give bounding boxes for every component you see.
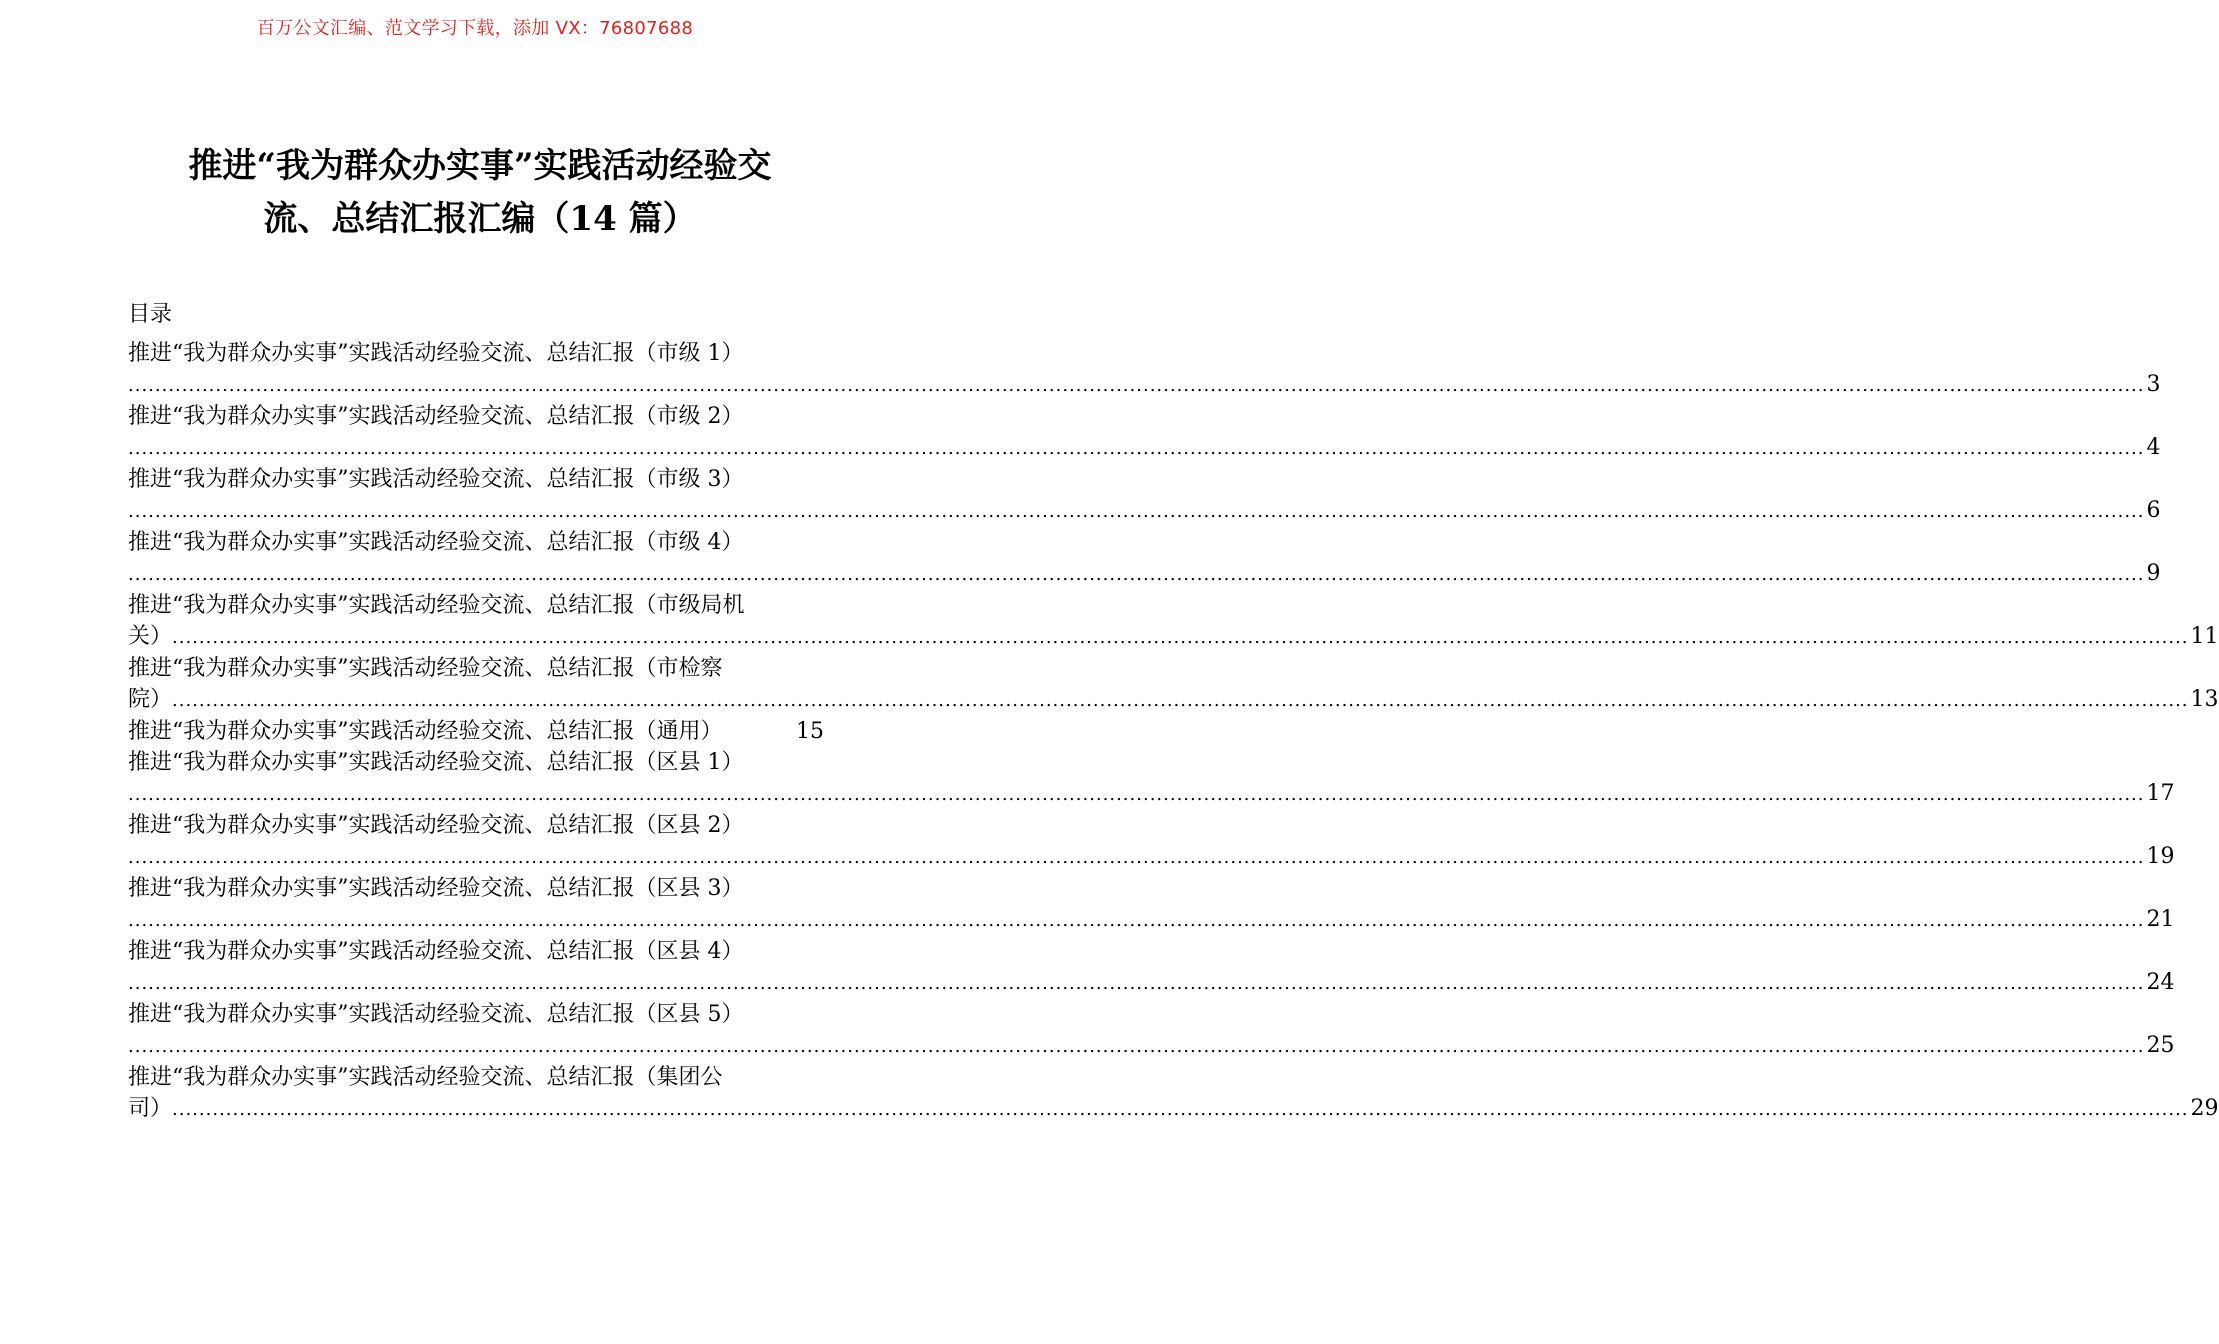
- toc-entry-title: 推进“我为群众办实事”实践活动经验交流、总结汇报（区县 2）: [128, 813, 744, 838]
- toc-dot-leader: ............................................................................................................................................................................................................................................................................................................: [128, 1036, 2145, 1057]
- toc-entry-leader-line: [128, 432, 2161, 464]
- toc-entry[interactable]: [128, 464, 2161, 527]
- toc-entry[interactable]: [128, 999, 2175, 1062]
- toc-page-number: 19: [2146, 844, 2175, 869]
- toc-page-number: 4: [2146, 435, 2161, 460]
- toc-entry-title: 推进“我为群众办实事”实践活动经验交流、总结汇报（区县 4）: [128, 939, 744, 964]
- toc-page-number: 25: [2146, 1033, 2175, 1058]
- document-title-line1: 推进“我为群众办实事”实践活动经验交: [188, 146, 772, 186]
- toc-dot-leader: ............................................................................................................................................................................................................................................................................................................: [128, 438, 2145, 459]
- toc-entry[interactable]: [128, 873, 2175, 936]
- toc-entry-line: [128, 716, 824, 747]
- toc-entry-leader-line: [128, 1030, 2175, 1062]
- toc-entry[interactable]: [128, 401, 2161, 464]
- toc-entry-title: 推进“我为群众办实事”实践活动经验交流、总结汇报（市检察: [128, 656, 723, 681]
- toc-page-number: 9: [2146, 561, 2161, 586]
- toc-page-number: 6: [2146, 498, 2161, 523]
- toc-dot-leader: ............................................................................................................................................................................................................................................................................................................: [128, 375, 2145, 396]
- toc-page-number: 21: [2146, 907, 2175, 932]
- toc-page-number: 11: [2190, 624, 2219, 649]
- toc-entry-title: 推进“我为群众办实事”实践活动经验交流、总结汇报（通用）: [128, 719, 723, 744]
- document-title-line2: 流、总结汇报汇编（14 篇）: [263, 199, 697, 239]
- toc-entry-title: 推进“我为群众办实事”实践活动经验交流、总结汇报（区县 5）: [128, 1002, 744, 1027]
- toc-dot-leader: ............................................................................................................................................................................................................................................................................................................: [172, 690, 2189, 711]
- toc-entry-title: 推进“我为群众办实事”实践活动经验交流、总结汇报（区县 3）: [128, 876, 744, 901]
- toc-entry-title-continuation: 司）: [128, 1096, 173, 1121]
- toc-entry-leader-line: [128, 369, 2161, 401]
- toc-dot-leader: ............................................................................................................................................................................................................................................................................................................: [128, 501, 2145, 522]
- toc-dot-leader: ............................................................................................................................................................................................................................................................................................................: [128, 910, 2145, 931]
- toc-entry-leader-line: [128, 904, 2175, 936]
- toc-entry[interactable]: [128, 527, 2161, 590]
- toc-entry[interactable]: [128, 653, 2219, 716]
- toc-entry-title: 推进“我为群众办实事”实践活动经验交流、总结汇报（区县 1）: [128, 750, 744, 775]
- toc-entry-leader-line: [128, 841, 2175, 873]
- toc-entry-title-continuation: 院）: [128, 687, 173, 712]
- header-watermark-note: 百万公文汇编、范文学习下载，添加 VX：76807688: [256, 18, 694, 39]
- toc-entry-leader-line: [128, 621, 2219, 653]
- toc-page-number: 17: [2146, 781, 2175, 806]
- toc-entry-title: 推进“我为群众办实事”实践活动经验交流、总结汇报（集团公: [128, 1065, 723, 1090]
- toc-dot-leader: ............................................................................................................................................................................................................................................................................................................: [128, 784, 2145, 805]
- document-title: [150, 140, 810, 246]
- toc-entry-leader-line: [128, 1093, 2219, 1125]
- toc-entry-title: 推进“我为群众办实事”实践活动经验交流、总结汇报（市级 2）: [128, 404, 744, 429]
- toc-entry-leader-line: [128, 967, 2175, 999]
- toc-entry[interactable]: [128, 1062, 2219, 1125]
- toc-entry[interactable]: [128, 716, 824, 747]
- toc-page-number: 15: [796, 719, 824, 744]
- toc-page-number: 13: [2190, 687, 2219, 712]
- toc-entry-title: 推进“我为群众办实事”实践活动经验交流、总结汇报（市级 4）: [128, 530, 744, 555]
- toc-entry-title-continuation: 关）: [128, 624, 173, 649]
- toc-entry[interactable]: [128, 936, 2175, 999]
- toc-entry[interactable]: [128, 338, 2161, 401]
- toc-entry-title: 推进“我为群众办实事”实践活动经验交流、总结汇报（市级 1）: [128, 341, 744, 366]
- toc-entry[interactable]: [128, 747, 2175, 810]
- toc-entry-leader-line: [128, 495, 2161, 527]
- toc-dot-leader: ............................................................................................................................................................................................................................................................................................................: [172, 1099, 2189, 1120]
- toc-heading: 目录: [128, 302, 173, 327]
- toc-entry-leader-line: [128, 778, 2175, 810]
- toc-page-number: 29: [2190, 1096, 2219, 1121]
- toc-dot-leader: ............................................................................................................................................................................................................................................................................................................: [128, 973, 2145, 994]
- toc-dot-leader: ............................................................................................................................................................................................................................................................................................................: [172, 627, 2189, 648]
- toc-page-number: 24: [2146, 970, 2175, 995]
- toc-page-number: 3: [2146, 372, 2161, 397]
- toc-dot-leader: ............................................................................................................................................................................................................................................................................................................: [128, 564, 2145, 585]
- toc-entry[interactable]: [128, 810, 2175, 873]
- toc-entry-leader-line: [128, 684, 2219, 716]
- toc-entry-title: 推进“我为群众办实事”实践活动经验交流、总结汇报（市级局机: [128, 593, 745, 618]
- toc-entry[interactable]: [128, 590, 2219, 653]
- table-of-contents: [128, 338, 2219, 1125]
- toc-entry-leader-line: [128, 558, 2161, 590]
- toc-dot-leader: ............................................................................................................................................................................................................................................................................................................: [128, 847, 2145, 868]
- toc-entry-title: 推进“我为群众办实事”实践活动经验交流、总结汇报（市级 3）: [128, 467, 744, 492]
